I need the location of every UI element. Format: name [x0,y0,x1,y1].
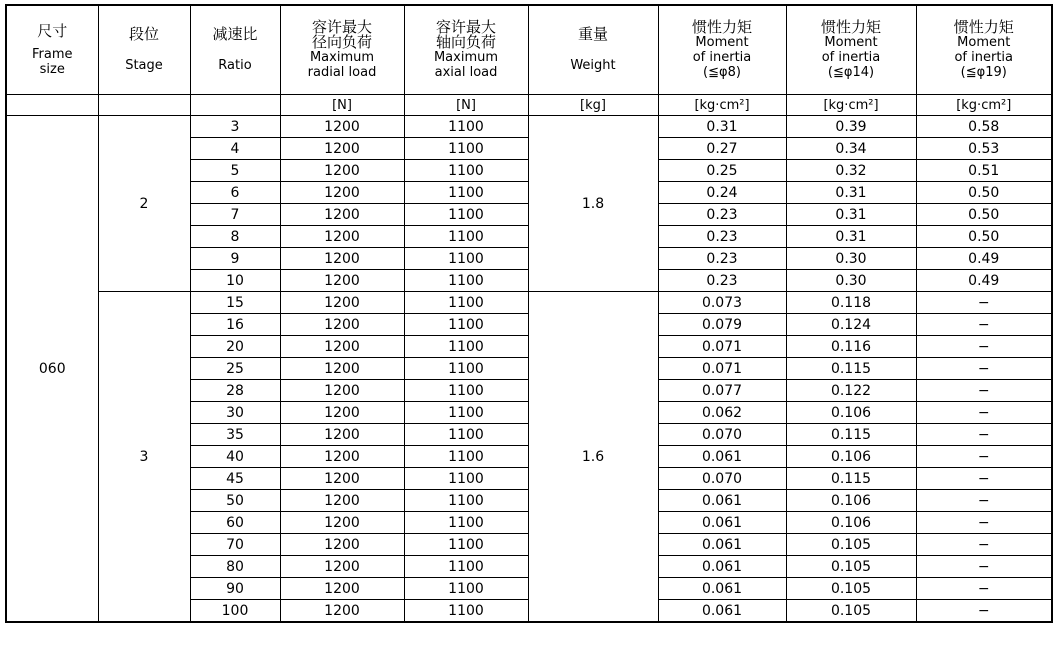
cell-inertia-14: 0.118 [786,292,916,314]
cell-inertia-8: 0.061 [658,512,786,534]
table-row [6,292,1052,314]
unit-inertia-19: [kg·cm²] [916,95,1052,116]
header-en-line: (≦φ14) [827,65,875,80]
cell-inertia-8: 0.061 [658,556,786,578]
unit-cell-frame-size [6,95,98,116]
header-zh: 尺寸 [37,21,68,40]
header-en-line: Frame [31,46,73,62]
cell-inertia-14: 0.32 [786,160,916,182]
cell-axial-load: 1100 [404,578,528,600]
header-en-line: Weight [570,58,616,73]
header-en-line: of inertia [821,50,881,65]
cell-inertia-19: − [916,314,1052,336]
cell-inertia-14: 0.34 [786,138,916,160]
cell-axial-load: 1100 [404,380,528,402]
cell-ratio: 100 [190,600,280,623]
cell-ratio: 8 [190,226,280,248]
header-en-line: of inertia [692,50,752,65]
header-zh: 容许最大 [435,18,496,36]
cell-inertia-8: 0.25 [658,160,786,182]
cell-inertia-8: 0.077 [658,380,786,402]
cell-radial-load: 1200 [280,336,404,358]
header-zh: 惯性力矩 [820,18,881,36]
cell-radial-load: 1200 [280,468,404,490]
cell-inertia-19: − [916,578,1052,600]
header-en-line: (≦φ19) [960,65,1007,80]
cell-ratio: 90 [190,578,280,600]
cell-ratio: 45 [190,468,280,490]
cell-axial-load: 1100 [404,226,528,248]
cell-radial-load: 1200 [280,556,404,578]
cell-inertia-14: 0.122 [786,380,916,402]
cell-ratio: 6 [190,182,280,204]
header-inertia-19 [916,5,1052,95]
cell-ratio: 4 [190,138,280,160]
cell-inertia-8: 0.061 [658,600,786,623]
cell-inertia-8: 0.31 [658,116,786,138]
cell-ratio: 10 [190,270,280,292]
cell-ratio: 16 [190,314,280,336]
cell-inertia-19: 0.50 [916,182,1052,204]
cell-axial-load: 1100 [404,248,528,270]
cell-inertia-8: 0.23 [658,270,786,292]
gearbox-spec-table [5,4,1053,623]
cell-axial-load: 1100 [404,182,528,204]
cell-inertia-19: − [916,490,1052,512]
cell-axial-load: 1100 [404,534,528,556]
cell-inertia-19: − [916,402,1052,424]
cell-inertia-14: 0.106 [786,490,916,512]
cell-inertia-14: 0.106 [786,402,916,424]
cell-inertia-14: 0.105 [786,600,916,623]
cell-inertia-8: 0.071 [658,358,786,380]
cell-inertia-19: − [916,512,1052,534]
header-ratio [190,5,280,95]
header-zh: 惯性力矩 [953,18,1014,36]
cell-radial-load: 1200 [280,314,404,336]
cell-inertia-8: 0.27 [658,138,786,160]
cell-ratio: 25 [190,358,280,380]
cell-inertia-8: 0.070 [658,468,786,490]
header-en-line: Moment [824,35,878,50]
cell-inertia-19: − [916,424,1052,446]
cell-axial-load: 1100 [404,556,528,578]
cell-inertia-14: 0.105 [786,556,916,578]
spec-table-wrapper [5,4,1051,623]
header-en-line: of inertia [954,50,1014,65]
cell-inertia-8: 0.23 [658,204,786,226]
cell-inertia-14: 0.124 [786,314,916,336]
cell-ratio: 40 [190,446,280,468]
cell-ratio: 70 [190,534,280,556]
cell-inertia-14: 0.31 [786,204,916,226]
cell-axial-load: 1100 [404,512,528,534]
cell-radial-load: 1200 [280,138,404,160]
cell-inertia-8: 0.061 [658,534,786,556]
cell-radial-load: 1200 [280,424,404,446]
cell-inertia-19: − [916,534,1052,556]
cell-axial-load: 1100 [404,468,528,490]
cell-ratio: 5 [190,160,280,182]
cell-inertia-19: 0.53 [916,138,1052,160]
cell-axial-load: 1100 [404,402,528,424]
header-en-line: Maximum [309,50,375,65]
cell-inertia-14: 0.115 [786,358,916,380]
header-zh: 减速比 [212,25,258,43]
header-zh: 轴向负荷 [435,33,496,51]
cell-inertia-8: 0.23 [658,248,786,270]
header-max-radial-load [280,5,404,95]
cell-radial-load: 1200 [280,534,404,556]
cell-axial-load: 1100 [404,600,528,623]
cell-radial-load: 1200 [280,292,404,314]
cell-inertia-14: 0.31 [786,226,916,248]
cell-inertia-8: 0.071 [658,336,786,358]
header-en-line: Ratio [218,58,252,73]
header-en-line: axial load [434,65,498,80]
header-frame-size [6,5,98,95]
cell-inertia-14: 0.105 [786,534,916,556]
cell-ratio: 9 [190,248,280,270]
cell-inertia-19: 0.58 [916,116,1052,138]
cell-inertia-8: 0.23 [658,226,786,248]
cell-inertia-14: 0.106 [786,512,916,534]
header-zh: 段位 [128,25,159,43]
cell-inertia-14: 0.105 [786,578,916,600]
cell-ratio: 60 [190,512,280,534]
cell-radial-load: 1200 [280,490,404,512]
cell-axial-load: 1100 [404,116,528,138]
header-en-line: (≦φ8) [703,65,741,80]
cell-inertia-19: − [916,556,1052,578]
unit-weight: [kg] [528,95,658,116]
cell-axial-load: 1100 [404,314,528,336]
cell-axial-load: 1100 [404,292,528,314]
cell-radial-load: 1200 [280,358,404,380]
cell-ratio: 20 [190,336,280,358]
cell-ratio: 35 [190,424,280,446]
cell-inertia-8: 0.062 [658,402,786,424]
header-inertia-8 [658,5,786,95]
header-max-axial-load [404,5,528,95]
cell-inertia-14: 0.116 [786,336,916,358]
cell-axial-load: 1100 [404,446,528,468]
cell-ratio: 3 [190,116,280,138]
cell-ratio: 80 [190,556,280,578]
cell-radial-load: 1200 [280,226,404,248]
table-row [6,116,1052,138]
cell-stage: 2 [98,116,190,292]
header-en-line: Moment [695,35,749,50]
header-stage [98,5,190,95]
cell-inertia-14: 0.115 [786,468,916,490]
cell-ratio: 7 [190,204,280,226]
cell-radial-load: 1200 [280,402,404,424]
cell-radial-load: 1200 [280,578,404,600]
cell-inertia-8: 0.061 [658,578,786,600]
cell-axial-load: 1100 [404,204,528,226]
cell-inertia-8: 0.061 [658,490,786,512]
cell-inertia-14: 0.106 [786,446,916,468]
cell-radial-load: 1200 [280,116,404,138]
header-zh: 容许最大 [311,18,372,36]
cell-inertia-19: − [916,380,1052,402]
header-en-line: radial load [307,65,377,80]
cell-inertia-14: 0.30 [786,248,916,270]
cell-axial-load: 1100 [404,358,528,380]
cell-radial-load: 1200 [280,380,404,402]
header-zh: 重量 [577,25,608,43]
cell-radial-load: 1200 [280,182,404,204]
cell-ratio: 50 [190,490,280,512]
cell-radial-load: 1200 [280,270,404,292]
cell-radial-load: 1200 [280,160,404,182]
cell-inertia-19: 0.50 [916,204,1052,226]
cell-inertia-14: 0.39 [786,116,916,138]
header-weight [528,5,658,95]
unit-inertia-8: [kg·cm²] [658,95,786,116]
cell-inertia-8: 0.079 [658,314,786,336]
cell-radial-load: 1200 [280,248,404,270]
cell-axial-load: 1100 [404,270,528,292]
header-inertia-14 [786,5,916,95]
header-en-line: Moment [957,35,1011,50]
unit-axial: [N] [404,95,528,116]
unit-cell-stage [98,95,190,116]
cell-ratio: 28 [190,380,280,402]
cell-inertia-14: 0.31 [786,182,916,204]
cell-inertia-19: 0.49 [916,248,1052,270]
cell-axial-load: 1100 [404,336,528,358]
cell-inertia-14: 0.115 [786,424,916,446]
cell-stage: 3 [98,292,190,623]
cell-inertia-8: 0.070 [658,424,786,446]
table-header [6,5,1052,116]
cell-radial-load: 1200 [280,204,404,226]
cell-inertia-19: − [916,292,1052,314]
unit-radial: [N] [280,95,404,116]
cell-radial-load: 1200 [280,600,404,623]
cell-inertia-19: 0.49 [916,270,1052,292]
cell-inertia-8: 0.061 [658,446,786,468]
unit-cell-ratio [190,95,280,116]
cell-axial-load: 1100 [404,490,528,512]
cell-inertia-19: − [916,446,1052,468]
cell-inertia-8: 0.073 [658,292,786,314]
cell-axial-load: 1100 [404,424,528,446]
header-en-line: Maximum [433,50,499,65]
unit-inertia-14: [kg·cm²] [786,95,916,116]
cell-radial-load: 1200 [280,512,404,534]
cell-inertia-19: 0.51 [916,160,1052,182]
header-zh: 惯性力矩 [691,18,752,36]
cell-radial-load: 1200 [280,446,404,468]
cell-inertia-8: 0.24 [658,182,786,204]
header-zh: 径向负荷 [311,33,372,51]
cell-weight: 1.6 [528,292,658,623]
header-en-line: Stage [125,58,163,73]
cell-inertia-14: 0.30 [786,270,916,292]
cell-inertia-19: − [916,336,1052,358]
cell-ratio: 30 [190,402,280,424]
cell-ratio: 15 [190,292,280,314]
cell-axial-load: 1100 [404,160,528,182]
table-body [6,116,1052,623]
cell-inertia-19: − [916,468,1052,490]
cell-axial-load: 1100 [404,138,528,160]
cell-inertia-19: 0.50 [916,226,1052,248]
cell-inertia-19: − [916,600,1052,623]
cell-frame-size: 060 [6,116,98,623]
cell-weight: 1.8 [528,116,658,292]
header-en-line: size [39,61,65,77]
cell-inertia-19: − [916,358,1052,380]
